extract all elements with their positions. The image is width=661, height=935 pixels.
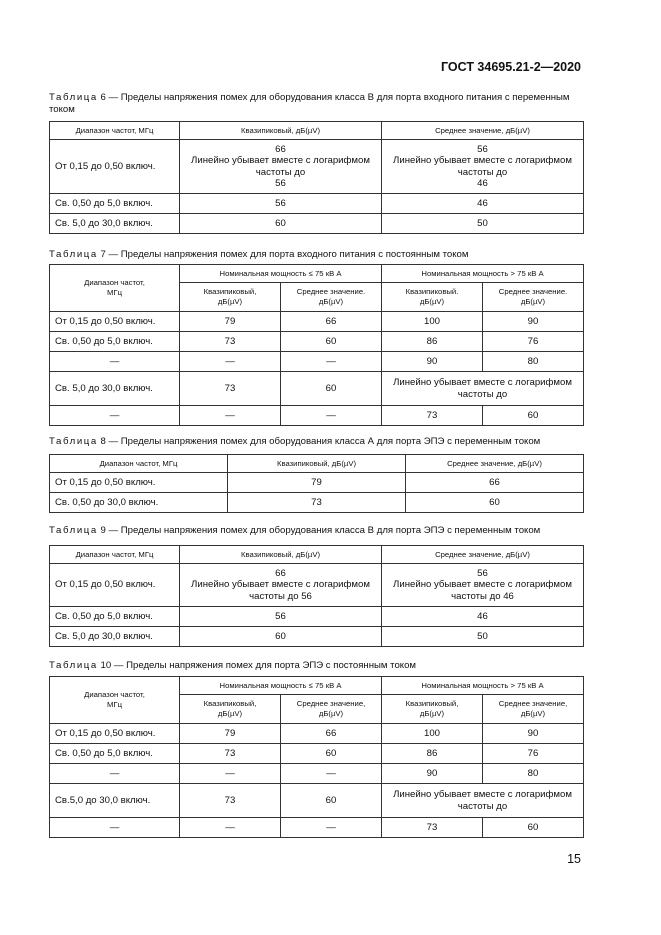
value-cell: — bbox=[180, 764, 281, 784]
table-row bbox=[50, 784, 584, 818]
table-header-row bbox=[50, 677, 584, 695]
header-line: Диапазон частот, bbox=[84, 690, 145, 700]
value-cell: — bbox=[281, 818, 382, 838]
range-cell: Св. 5,0 до 30,0 включ. bbox=[50, 372, 180, 406]
note-line: Линейно убывает вместе с логарифмом bbox=[393, 155, 572, 166]
average-cell: 50 bbox=[382, 214, 584, 234]
note-line: частоты до bbox=[457, 166, 508, 178]
subheader-cell bbox=[382, 283, 483, 312]
header-cell: Диапазон частот, МГц bbox=[50, 546, 180, 564]
table-row bbox=[50, 406, 584, 426]
range-cell: От 0,15 до 0,50 включ. bbox=[50, 724, 180, 744]
header-line: Среднее значение. bbox=[498, 287, 568, 297]
table-header-row bbox=[50, 455, 584, 473]
table-row bbox=[50, 724, 584, 744]
value-cell: 100 bbox=[382, 724, 483, 744]
value-cell: 90 bbox=[483, 312, 584, 332]
caption-text: 7 — Пределы напряжения помех для порта входного питания с постоянным током bbox=[97, 249, 469, 260]
average-cell bbox=[382, 564, 584, 607]
subheader-cell bbox=[382, 695, 483, 724]
value-cell: 73 bbox=[180, 784, 281, 818]
range-cell: Св. 0,50 до 30,0 включ. bbox=[50, 493, 228, 513]
value-cell: 90 bbox=[382, 352, 483, 372]
caption-text: 6 — Пределы напряжения помех для оборудования класса В для порта входного питания с переменным током bbox=[49, 92, 570, 115]
table-row bbox=[50, 744, 584, 764]
quasi-peak-cell: 73 bbox=[228, 493, 406, 513]
header-cell: Квазипиковый, дБ(µV) bbox=[180, 546, 382, 564]
note-line: частоты до bbox=[255, 166, 306, 178]
header-cell: Среднее значение, дБ(µV) bbox=[406, 455, 584, 473]
quasi-peak-cell: 56 bbox=[180, 194, 382, 214]
note-line: Линейно убывает вместе с логарифмом bbox=[393, 579, 572, 591]
table-row bbox=[50, 473, 584, 493]
table-word: Таблица bbox=[49, 436, 98, 447]
header-line: МГц bbox=[107, 700, 122, 709]
header-line: Диапазон частот, bbox=[84, 278, 145, 288]
note-line: Линейно убывает вместе с логарифмом bbox=[393, 789, 572, 800]
table-9 bbox=[49, 545, 584, 647]
table-7-caption bbox=[49, 249, 585, 261]
range-cell: — bbox=[50, 818, 180, 838]
value-cell: 60 bbox=[281, 784, 382, 818]
header-line: МГц bbox=[107, 288, 122, 297]
value: 66 bbox=[275, 143, 286, 155]
range-cell: Св. 5,0 до 30,0 включ. bbox=[50, 627, 180, 647]
value-cell: 90 bbox=[382, 764, 483, 784]
note-line: частоты до bbox=[457, 800, 508, 812]
table-row bbox=[50, 564, 584, 607]
range-cell: — bbox=[50, 406, 180, 426]
caption-text: 10 — Пределы напряжения помех для порта ЭПЭ с постоянным током bbox=[97, 660, 417, 671]
value-cell: 60 bbox=[281, 372, 382, 406]
header-line: дБ(µV) bbox=[217, 297, 243, 306]
range-header-cell bbox=[50, 265, 180, 312]
range-cell: — bbox=[50, 764, 180, 784]
average-cell: 60 bbox=[406, 493, 584, 513]
table-6-caption bbox=[49, 92, 585, 116]
value-cell: 79 bbox=[180, 312, 281, 332]
table-row bbox=[50, 140, 584, 194]
quasi-peak-cell: 60 bbox=[180, 214, 382, 234]
header-line: Среднее значение, bbox=[498, 699, 568, 709]
header-cell: Среднее значение, дБ(µV) bbox=[382, 122, 584, 140]
table-row bbox=[50, 312, 584, 332]
value-cell: 90 bbox=[483, 724, 584, 744]
header-cell: Диапазон частот, МГц bbox=[50, 122, 180, 140]
value-cell: — bbox=[281, 352, 382, 372]
value-cell: 76 bbox=[483, 332, 584, 352]
value-cell: 60 bbox=[281, 332, 382, 352]
note-line: частоты до bbox=[457, 388, 508, 400]
page-number: 15 bbox=[567, 852, 581, 866]
value-cell: 73 bbox=[180, 332, 281, 352]
value-cell: — bbox=[180, 352, 281, 372]
table-row bbox=[50, 332, 584, 352]
header-line: Квазипиковый, bbox=[203, 287, 257, 297]
value-cell: 86 bbox=[382, 332, 483, 352]
table-10-caption bbox=[49, 660, 585, 672]
table-word: Таблица bbox=[49, 92, 98, 103]
header-cell: Диапазон частот, МГц bbox=[50, 455, 228, 473]
average-cell bbox=[382, 140, 584, 194]
header-line: дБ(µV) bbox=[520, 297, 546, 306]
header-line: Квазипиковый. bbox=[405, 287, 459, 297]
range-cell: От 0,15 до 0,50 включ. bbox=[50, 564, 180, 607]
table-row bbox=[50, 194, 584, 214]
table-header-row bbox=[50, 265, 584, 283]
table-row bbox=[50, 627, 584, 647]
value-cell: 86 bbox=[382, 744, 483, 764]
value: 56 bbox=[477, 567, 488, 579]
header-cell: Квазипиковый, дБ(µV) bbox=[180, 122, 382, 140]
header-line: Квазипиковый, bbox=[203, 699, 257, 709]
range-cell: — bbox=[50, 352, 180, 372]
note-cell bbox=[382, 784, 584, 818]
value-cell: 60 bbox=[281, 744, 382, 764]
subheader-cell bbox=[281, 283, 382, 312]
document-code: ГОСТ 34695.21-2—2020 bbox=[440, 60, 581, 74]
value: 56 bbox=[477, 143, 488, 155]
quasi-peak-cell: 79 bbox=[228, 473, 406, 493]
note-cell bbox=[382, 372, 584, 406]
power-le-75-header: Номинальная мощность ≤ 75 кВ А bbox=[180, 677, 382, 695]
table-header-row bbox=[50, 122, 584, 140]
value-cell: 80 bbox=[483, 352, 584, 372]
table-row bbox=[50, 493, 584, 513]
value: 56 bbox=[275, 178, 286, 189]
table-row bbox=[50, 214, 584, 234]
value-cell: 73 bbox=[180, 744, 281, 764]
value-cell: — bbox=[281, 406, 382, 426]
power-le-75-header: Номинальная мощность ≤ 75 кВ А bbox=[180, 265, 382, 283]
header-line: дБ(µV) bbox=[217, 709, 243, 718]
average-cell: 50 bbox=[382, 627, 584, 647]
value-cell: 60 bbox=[483, 818, 584, 838]
range-cell: От 0,15 до 0,50 включ. bbox=[50, 473, 228, 493]
table-row bbox=[50, 352, 584, 372]
power-gt-75-header: Номинальная мощность > 75 кВ А bbox=[382, 677, 584, 695]
header-line: Среднее значение, bbox=[296, 699, 366, 709]
table-word: Таблица bbox=[49, 660, 98, 671]
table-row bbox=[50, 607, 584, 627]
note-line: частоты до 56 bbox=[249, 590, 312, 602]
value-cell: 100 bbox=[382, 312, 483, 332]
header-line: Среднее значение. bbox=[296, 287, 366, 297]
power-gt-75-header: Номинальная мощность > 75 кВ А bbox=[382, 265, 584, 283]
header-cell: Среднее значение, дБ(µV) bbox=[382, 546, 584, 564]
value: 46 bbox=[477, 178, 488, 189]
value-cell: — bbox=[180, 406, 281, 426]
subheader-cell bbox=[483, 283, 584, 312]
range-cell: От 0,15 до 0,50 включ. bbox=[50, 312, 180, 332]
quasi-peak-cell: 60 bbox=[180, 627, 382, 647]
header-line: дБ(µV) bbox=[318, 709, 344, 718]
value-cell: 73 bbox=[382, 818, 483, 838]
subheader-cell bbox=[180, 283, 281, 312]
value-cell: 60 bbox=[483, 406, 584, 426]
range-cell: Св. 0,50 до 5,0 включ. bbox=[50, 194, 180, 214]
value-cell: 79 bbox=[180, 724, 281, 744]
quasi-peak-cell bbox=[180, 564, 382, 607]
table-7 bbox=[49, 264, 584, 426]
subheader-cell bbox=[281, 695, 382, 724]
subheader-cell bbox=[483, 695, 584, 724]
range-header-cell bbox=[50, 677, 180, 724]
caption-text: 9 — Пределы напряжения помех для оборудования класса В для порта ЭПЭ с переменным током bbox=[97, 525, 541, 536]
table-8-caption bbox=[49, 436, 585, 448]
quasi-peak-cell: 56 bbox=[180, 607, 382, 627]
table-6 bbox=[49, 121, 584, 234]
value-cell: — bbox=[180, 818, 281, 838]
range-cell: Св. 0,50 до 5,0 включ. bbox=[50, 332, 180, 352]
range-cell: Св.5,0 до 30,0 включ. bbox=[50, 784, 180, 818]
note-line: частоты до 46 bbox=[451, 590, 514, 602]
value-cell: 73 bbox=[180, 372, 281, 406]
range-cell: Св. 5,0 до 30,0 включ. bbox=[50, 214, 180, 234]
subheader-cell bbox=[180, 695, 281, 724]
header-line: дБ(µV) bbox=[419, 709, 445, 718]
header-line: дБ(µV) bbox=[318, 297, 344, 306]
table-row bbox=[50, 818, 584, 838]
table-header-row bbox=[50, 546, 584, 564]
value-cell: — bbox=[281, 764, 382, 784]
note-line: Линейно убывает вместе с логарифмом bbox=[191, 579, 370, 591]
value-cell: 66 bbox=[281, 312, 382, 332]
header-line: Квазипиковый, bbox=[405, 699, 459, 709]
quasi-peak-cell bbox=[180, 140, 382, 194]
table-row bbox=[50, 764, 584, 784]
table-word: Таблица bbox=[49, 249, 98, 260]
value: 66 bbox=[275, 567, 286, 579]
note-line: Линейно убывает вместе с логарифмом bbox=[191, 155, 370, 166]
header-line: дБ(µV) bbox=[419, 297, 445, 306]
table-8 bbox=[49, 454, 584, 513]
range-cell: Св. 0,50 до 5,0 включ. bbox=[50, 744, 180, 764]
value-cell: 66 bbox=[281, 724, 382, 744]
value-cell: 73 bbox=[382, 406, 483, 426]
average-cell: 66 bbox=[406, 473, 584, 493]
range-cell: От 0,15 до 0,50 включ. bbox=[50, 140, 180, 194]
range-cell: Св. 0,50 до 5,0 включ. bbox=[50, 607, 180, 627]
table-row bbox=[50, 372, 584, 406]
value-cell: 80 bbox=[483, 764, 584, 784]
note-line: Линейно убывает вместе с логарифмом bbox=[393, 377, 572, 388]
average-cell: 46 bbox=[382, 194, 584, 214]
table-word: Таблица bbox=[49, 525, 98, 536]
average-cell: 46 bbox=[382, 607, 584, 627]
value-cell: 76 bbox=[483, 744, 584, 764]
caption-text: 8 — Пределы напряжения помех для оборудования класса А для порта ЭПЭ с переменным током bbox=[97, 436, 541, 447]
header-cell: Квазипиковый, дБ(µV) bbox=[228, 455, 406, 473]
table-9-caption bbox=[49, 525, 585, 537]
header-line: дБ(µV) bbox=[520, 709, 546, 718]
table-10 bbox=[49, 676, 584, 838]
